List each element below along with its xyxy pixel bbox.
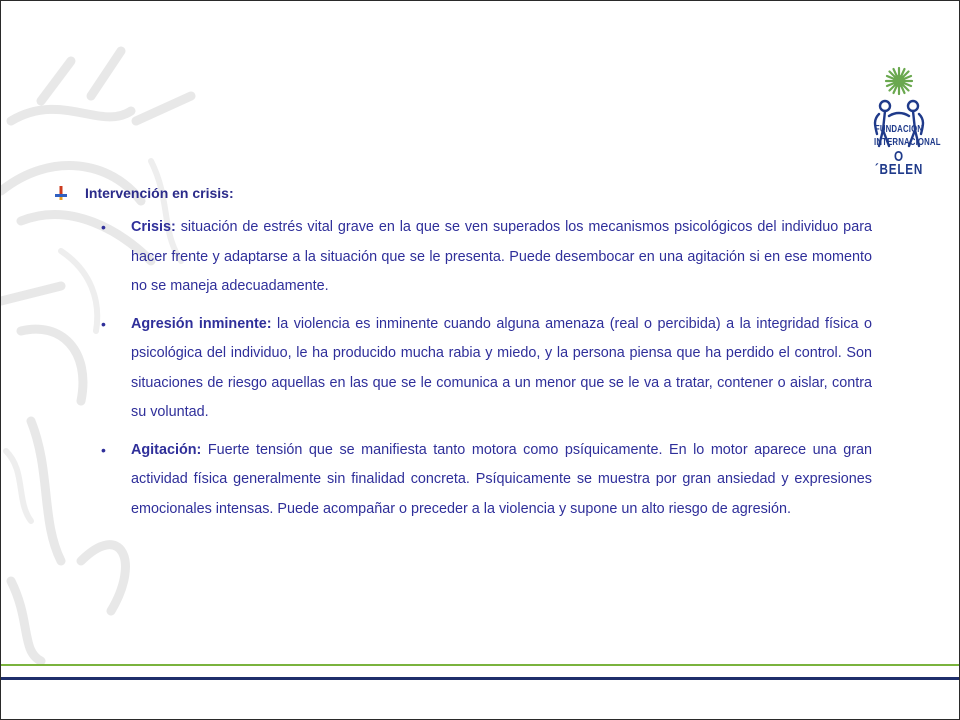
term-agitacion: Agitación: [131, 441, 202, 458]
sun-logo-icon [886, 68, 912, 94]
list-item-agitacion [101, 436, 872, 525]
list-item-agresion [101, 310, 872, 428]
definition-crisis: situación de estrés vital grave en la que se ven superados los mecanismos psicológicos del individuo para hacer frente y adaptarse a la situación que se le presenta. Puede desembocar en una agitación si en ese momento no se maneja adecuadamente. [131, 219, 872, 294]
bullet-icon: • [101, 219, 106, 235]
footer-navy-rule [1, 677, 959, 680]
bullet-icon: • [101, 441, 106, 458]
bullet-icon: • [101, 315, 106, 332]
list-item-crisis [101, 213, 872, 302]
logo-line-internacional: INTERNACIONAL [874, 137, 941, 148]
logo-text [867, 123, 941, 178]
definition-agresion-inminente: la violencia es inminente cuando alguna amenaza (real o percibida) a la integridad física o psicológica del individuo, le ha producido mucha rabia y miedo, y la persona piensa que ha perdido el control. Son situaciones de riesgo aquellas en las que se le comunica a un menor que se le va a tratar, contener o aislar, contra su voluntad. [131, 315, 872, 420]
section-heading [55, 181, 234, 205]
arrow-down-bullet-icon [55, 186, 67, 200]
logo-line-obelen: O´BELEN [874, 148, 924, 178]
logo-line-fundacion: FUNDACIÓN [874, 124, 924, 135]
heading-title: Intervención en crisis: [85, 185, 234, 201]
definition-list [101, 213, 872, 532]
footer-green-rule [1, 664, 959, 666]
term-agresion-inminente: Agresión inminente: [131, 315, 272, 332]
term-crisis: Crisis: [131, 219, 176, 235]
definition-agitacion: Fuerte tensión que se manifiesta tanto motora como psíquicamente. En lo motor aparece una gran actividad física generalmente sin finalidad concreta. Psíquicamente se muestra por gran ansiedad y expresiones emocionales intensas. Puede acompañar o preceder a la violencia y supone un alto riesgo de agresión. [131, 441, 872, 517]
